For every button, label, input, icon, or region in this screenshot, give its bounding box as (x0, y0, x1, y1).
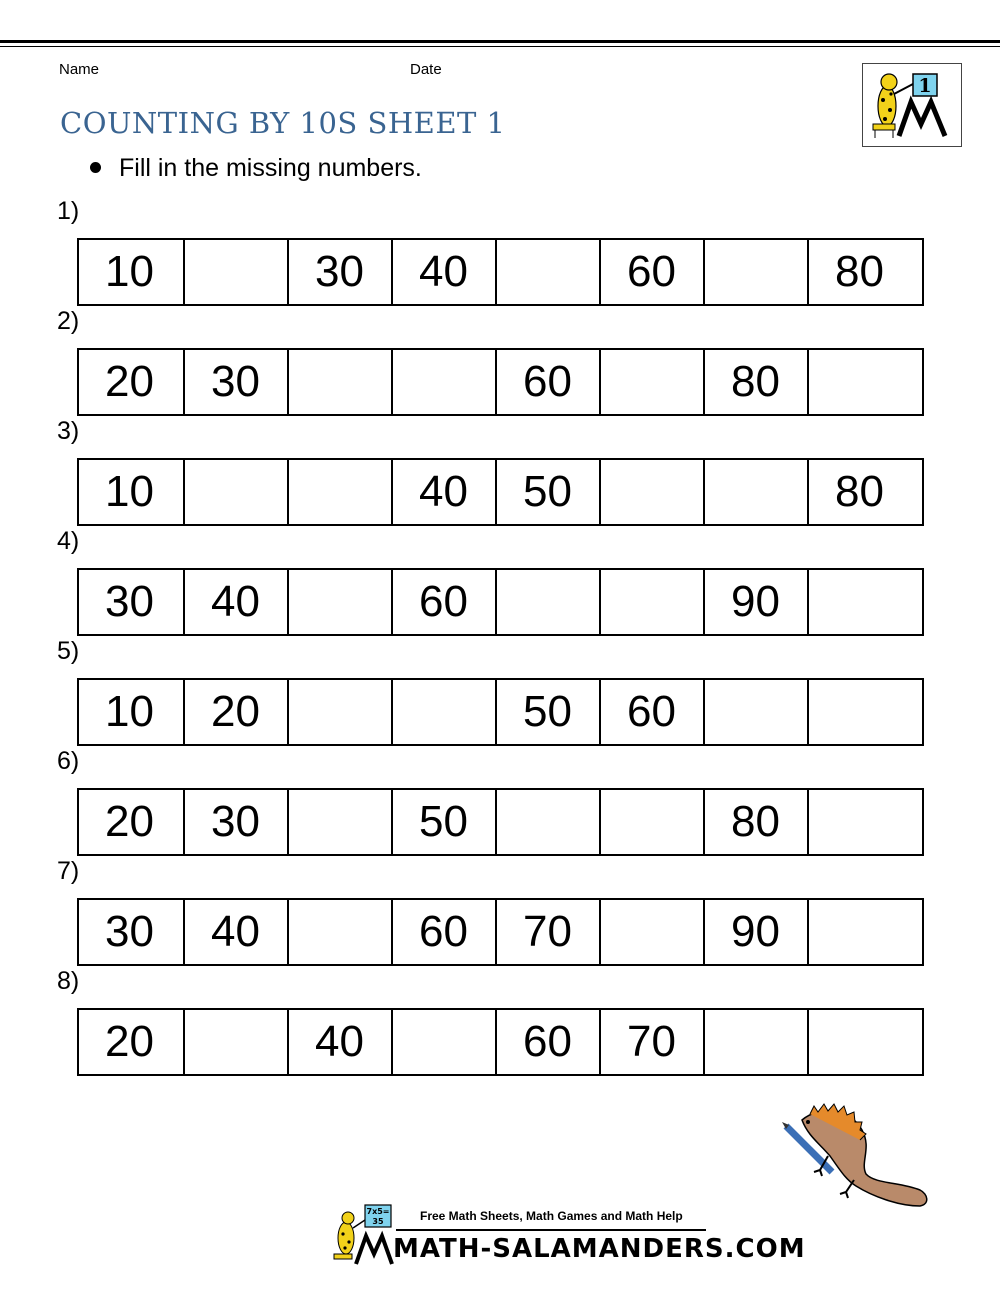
given-number-cell: 10 (105, 247, 154, 296)
blank-answer-cell[interactable] (807, 900, 914, 964)
blank-answer-cell[interactable] (183, 460, 287, 524)
given-number-cell: 80 (807, 240, 914, 304)
given-number-cell: 60 (391, 570, 495, 634)
given-number-cell: 30 (287, 240, 391, 304)
blank-answer-cell[interactable] (807, 350, 914, 414)
question-number: 7) (57, 857, 80, 885)
given-number-cell: 10 (105, 687, 154, 736)
given-number-cell: 60 (495, 350, 599, 414)
logo-badge: 1 (918, 75, 932, 97)
blank-answer-cell[interactable] (807, 790, 914, 854)
given-number-cell: 20 (183, 680, 287, 744)
blank-answer-cell[interactable] (495, 790, 599, 854)
given-number-cell: 40 (391, 460, 495, 524)
name-label: Name (59, 61, 100, 78)
blank-answer-cell[interactable] (703, 240, 807, 304)
blank-answer-cell[interactable] (287, 570, 391, 634)
given-number-cell: 60 (391, 900, 495, 964)
blank-answer-cell[interactable] (599, 460, 703, 524)
page-title: COUNTING BY 10S SHEET 1 (60, 106, 506, 140)
footer-sign-top: 7x5= (366, 1207, 390, 1216)
given-number-cell: 40 (183, 570, 287, 634)
given-number-cell: 30 (183, 350, 287, 414)
blank-answer-cell[interactable] (391, 680, 495, 744)
given-number-cell: 50 (391, 790, 495, 854)
given-number-cell: 10 (105, 467, 154, 516)
number-sequence-row (77, 678, 924, 746)
blank-answer-cell[interactable] (495, 570, 599, 634)
blank-answer-cell[interactable] (703, 1010, 807, 1074)
brand-logo (862, 63, 962, 147)
blank-answer-cell[interactable] (183, 1010, 287, 1074)
given-number-cell: 70 (495, 900, 599, 964)
blank-answer-cell[interactable] (287, 790, 391, 854)
blank-answer-cell[interactable] (599, 790, 703, 854)
footer-site-name: MATH-SALAMANDERS.COM (393, 1234, 806, 1264)
footer-rule (396, 1229, 706, 1231)
blank-answer-cell[interactable] (183, 240, 287, 304)
top-rule-thin (0, 46, 1000, 47)
given-number-cell: 40 (183, 900, 287, 964)
blank-answer-cell[interactable] (807, 680, 914, 744)
given-number-cell: 20 (105, 357, 154, 406)
number-sequence-row (77, 788, 924, 856)
number-sequence-row (77, 568, 924, 636)
question-number: 3) (57, 417, 80, 445)
given-number-cell: 40 (391, 240, 495, 304)
given-number-cell: 40 (287, 1010, 391, 1074)
given-number-cell: 80 (807, 460, 914, 524)
blank-answer-cell[interactable] (807, 570, 914, 634)
footer-tagline: Free Math Sheets, Math Games and Math Help (420, 1209, 683, 1223)
given-number-cell: 50 (495, 460, 599, 524)
number-sequence-row (77, 348, 924, 416)
blank-answer-cell[interactable] (599, 900, 703, 964)
footer-sign-bottom: 35 (372, 1217, 384, 1226)
given-number-cell: 90 (703, 900, 807, 964)
salamander-logo-icon (863, 64, 961, 146)
blank-answer-cell[interactable] (807, 1010, 914, 1074)
number-sequence-row (77, 238, 924, 306)
blank-answer-cell[interactable] (703, 680, 807, 744)
question-number: 1) (57, 197, 80, 225)
blank-answer-cell[interactable] (703, 460, 807, 524)
blank-answer-cell[interactable] (287, 460, 391, 524)
given-number-cell: 20 (105, 1017, 154, 1066)
blank-answer-cell[interactable] (495, 240, 599, 304)
salamander-pencil-icon (780, 1100, 940, 1215)
number-sequence-row (77, 458, 924, 526)
given-number-cell: 80 (703, 350, 807, 414)
blank-answer-cell[interactable] (287, 350, 391, 414)
instruction (90, 154, 422, 183)
blank-answer-cell[interactable] (287, 680, 391, 744)
blank-answer-cell[interactable] (391, 350, 495, 414)
blank-answer-cell[interactable] (391, 1010, 495, 1074)
bullet-icon (90, 162, 101, 173)
question-number: 6) (57, 747, 80, 775)
given-number-cell: 60 (599, 240, 703, 304)
given-number-cell: 30 (105, 907, 154, 956)
number-sequence-row (77, 1008, 924, 1076)
given-number-cell: 70 (599, 1010, 703, 1074)
footer-salamander-icon (328, 1202, 394, 1268)
top-rule-thick (0, 40, 1000, 43)
given-number-cell: 80 (703, 790, 807, 854)
given-number-cell: 30 (183, 790, 287, 854)
instruction-text: Fill in the missing numbers. (119, 154, 422, 182)
given-number-cell: 30 (105, 577, 154, 626)
blank-answer-cell[interactable] (599, 570, 703, 634)
given-number-cell: 60 (599, 680, 703, 744)
question-number: 5) (57, 637, 80, 665)
date-label: Date (410, 61, 442, 78)
number-sequence-row (77, 898, 924, 966)
given-number-cell: 90 (703, 570, 807, 634)
blank-answer-cell[interactable] (287, 900, 391, 964)
blank-answer-cell[interactable] (599, 350, 703, 414)
given-number-cell: 20 (105, 797, 154, 846)
given-number-cell: 50 (495, 680, 599, 744)
question-number: 8) (57, 967, 80, 995)
question-number: 2) (57, 307, 80, 335)
given-number-cell: 60 (495, 1010, 599, 1074)
question-number: 4) (57, 527, 80, 555)
